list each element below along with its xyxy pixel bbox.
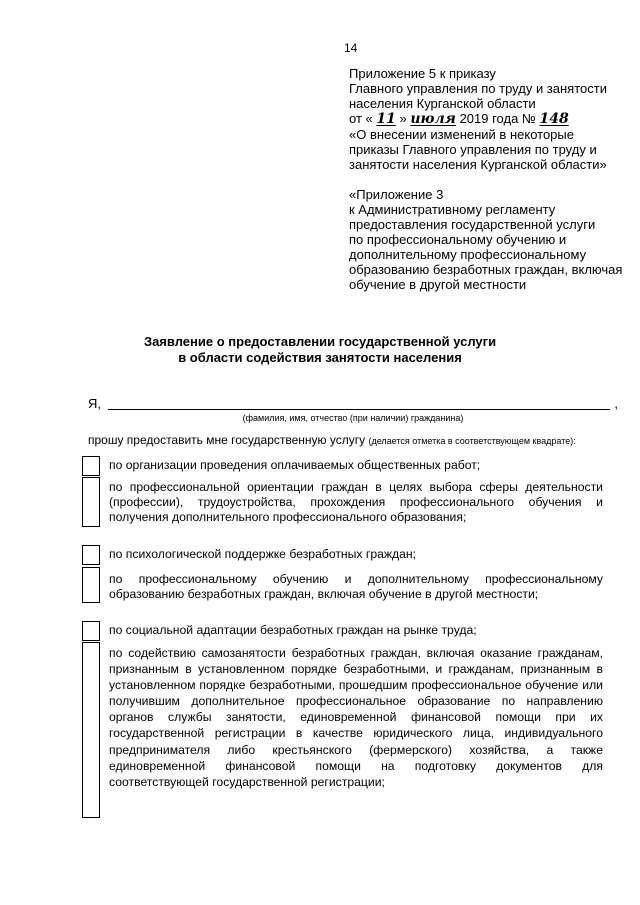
annex-header — [349, 66, 623, 292]
date-day-handwritten: 11 — [376, 111, 396, 127]
annex-line: Приложение 5 к приказу — [349, 66, 496, 81]
page-number: 14 — [344, 41, 358, 55]
date-year: 2019 года № — [459, 111, 536, 126]
checkbox-public-works[interactable] — [82, 456, 100, 476]
annex-line: приказы Главного управления по труду и — [349, 142, 597, 157]
option-psychological-support: по психологической поддержке безработных граждан; — [109, 547, 417, 561]
option-public-works: по организации проведения оплачиваемых общественных работ; — [109, 458, 481, 472]
annex-date-line — [349, 111, 619, 127]
checkbox-psychological-support[interactable] — [82, 545, 100, 565]
applicant-suffix: , — [614, 396, 618, 411]
appendix-line: обучение в другой местности — [349, 277, 527, 292]
appendix-line: к Административному регламенту — [349, 202, 556, 217]
checkbox-self-employment[interactable] — [82, 642, 100, 818]
annex-line: занятости населения Курганской области» — [349, 157, 607, 172]
spacer — [349, 172, 619, 187]
applicant-row — [88, 396, 618, 411]
document-number-handwritten: 148 — [539, 111, 569, 127]
checkbox-professional-training[interactable] — [82, 567, 100, 603]
annex-line: Главного управления по труду и занятости — [349, 81, 607, 96]
option-social-adaptation: по социальной адаптации безработных граждан на рынке труда; — [109, 623, 477, 637]
document-title — [60, 334, 580, 366]
option-career-guidance: по профессиональной ориентации граждан в целях выбора сферы деятельности (профессии), трудоустройства, прохождения профессионального обучения и получения дополнительного профессионального образования; — [109, 480, 603, 524]
appendix-line: предоставления государственной услуги — [349, 217, 596, 232]
appendix-line: «Приложение 3 — [349, 187, 444, 202]
appendix-line: дополнительному профессиональному — [349, 247, 587, 262]
option-professional-training: по профессиональному обучению и дополнительному профессиональному образованию безработных граждан, включая обучение в другой местности; — [109, 572, 603, 601]
date-prefix: от « — [349, 111, 373, 126]
date-mid: » — [399, 111, 407, 126]
title-line: Заявление о предоставлении государственной услуги — [143, 334, 497, 349]
option-self-employment: по содействию самозанятости безработных граждан, включая оказание гражданам, признанным в установленном порядке безработными, и гражданам, признанным в установленном порядке безработными, прошедшим профессиональное обучение или получившим дополнительное профессиональное образование по направлению органов службы занятости, единовременной финансовой помощи при их государственной регистрации в качестве юридического лица, индивидуального предпринимателя либо крестьянского (фермерского) хозяйства, а также единовременной финансовой помощи на подготовку документов для соответствующей государственной регистрации; — [109, 646, 603, 789]
appendix-line: по профессиональному обучению и — [349, 232, 567, 247]
applicant-name-hint: (фамилия, имя, отчество (при наличии) гражданина) — [242, 413, 464, 423]
date-month-handwritten: июля — [410, 111, 456, 127]
title-line: в области содействия занятости населения — [178, 350, 462, 365]
request-line — [88, 433, 576, 449]
request-note: (делается отметка в соответствующем квадрате): — [368, 436, 576, 446]
applicant-prefix: Я, — [88, 396, 101, 411]
request-text: прошу предоставить мне государственную услугу — [88, 433, 366, 447]
checkbox-career-guidance[interactable] — [82, 477, 100, 527]
checkbox-social-adaptation[interactable] — [82, 621, 100, 641]
applicant-name-field[interactable] — [108, 409, 610, 410]
annex-line: «О внесении изменений в некоторые — [349, 127, 574, 142]
appendix-line: образованию безработных граждан, включая — [349, 262, 623, 277]
annex-line: населения Курганской области — [349, 96, 536, 111]
